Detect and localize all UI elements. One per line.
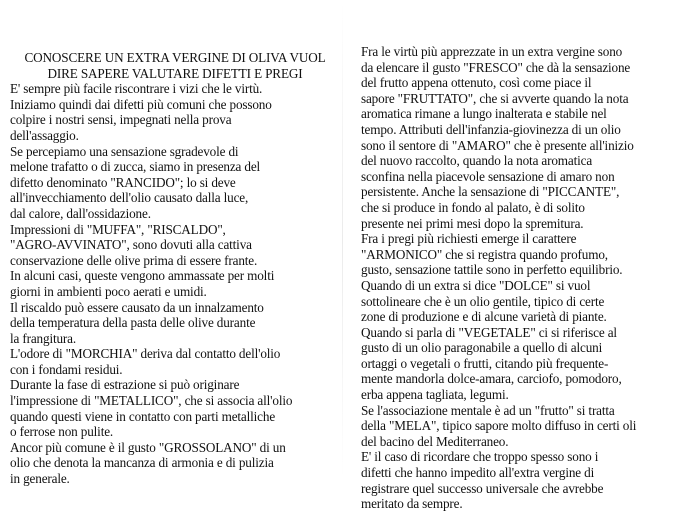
text-line: olio che denota la mancanza di armonia e di pulizia bbox=[10, 455, 274, 471]
text-line: la frangitura. bbox=[10, 330, 77, 346]
text-line: sono il sentore di "AMARO" che è presente all'inizio bbox=[361, 137, 634, 153]
text-line: presente nei primi mesi dopo la spremitura. bbox=[361, 215, 584, 231]
text-line: melone trafatto o di zucca, siamo in presenza del bbox=[10, 159, 261, 175]
page-fold bbox=[342, 0, 343, 480]
text-line: del nuovo raccolto, quando la nota aromatica bbox=[361, 153, 593, 169]
text-line: Fra i pregi più richiesti emerge il carattere bbox=[361, 231, 577, 247]
text-line: sottolineare che è un olio gentile, tipico di certe bbox=[361, 293, 605, 309]
text-line: difetto denominato "RANCIDO"; lo si deve bbox=[10, 174, 236, 190]
text-line: gusto di un olio paragonabile a quello di alcuni bbox=[361, 340, 603, 356]
text-line: quando questi viene in contatto con parti metalliche bbox=[10, 408, 276, 424]
text-line: conservazione delle olive prima di essere frante. bbox=[10, 252, 258, 268]
text-line: mente mandorla dolce-amara, carciofo, pomodoro, bbox=[361, 371, 622, 387]
text-line: gusto, sensazione tattile sono in perfetto equilibrio. bbox=[361, 262, 623, 278]
text-line: L'odore di "MORCHIA" deriva dal contatto dell'olio bbox=[10, 346, 281, 362]
text-line: "ARMONICO" che si registra quando profumo, bbox=[361, 246, 608, 262]
text-line: registrare quel successo universale che avrebbe bbox=[361, 480, 604, 496]
text-line: Se percepiamo una sensazione sgradevole di bbox=[10, 143, 239, 159]
right-column bbox=[361, 44, 661, 512]
text-line: Durante la fase di estrazione si può originare bbox=[10, 377, 240, 393]
text-line: colpire i nostri sensi, impegnati nella prova bbox=[10, 112, 232, 128]
text-line: della "MELA", tipico sapore molto diffuso in certi oli bbox=[361, 418, 637, 434]
left-text bbox=[10, 81, 340, 486]
text-line: Ancor più comune è il gusto "GROSSOLANO" di un bbox=[10, 439, 286, 455]
text-line: zone di produzione e di alcune varietà di piante. bbox=[361, 309, 607, 325]
text-line: E' il caso di ricordare che troppo spesso sono i bbox=[361, 449, 599, 465]
text-line: sapore "FRUTTATO", che si avverte quando la nota bbox=[361, 90, 629, 106]
text-line: o ferrose non pulite. bbox=[10, 424, 114, 440]
left-column bbox=[10, 50, 340, 487]
text-line: E' sempre più facile riscontrare i vizi che le virtù. bbox=[10, 81, 263, 97]
text-line: della temperatura della pasta delle olive durante bbox=[10, 315, 256, 331]
title-line: DIRE SAPERE VALUTARE DIFETTI E PREGI bbox=[47, 65, 303, 81]
text-line: Quando si parla di "VEGETALE" ci si riferisce al bbox=[361, 324, 617, 340]
text-line: erba appena tagliata, legumi. bbox=[361, 387, 509, 403]
text-line: Impressioni di "MUFFA", "RISCALDO", bbox=[10, 221, 226, 237]
text-line: aromatica rimane a lungo inalterata e stabile nel bbox=[361, 106, 607, 122]
text-line: difetti che hanno impedito all'extra vergine di bbox=[361, 465, 595, 481]
text-line: Fra le virtù più apprezzate in un extra vergine sono bbox=[361, 44, 623, 59]
text-line: in generale. bbox=[10, 471, 70, 487]
text-line: del frutto appena ottenuto, così come piace il bbox=[361, 75, 592, 91]
text-line: meritato da sempre. bbox=[361, 496, 463, 512]
text-line: sconfina nella piacevole sensazione di amaro non bbox=[361, 168, 615, 184]
text-line: dal calore, dall'ossidazione. bbox=[10, 205, 151, 221]
text-line: all'invecchiamento dell'olio causato dalla luce, bbox=[10, 190, 249, 206]
text-line: "AGRO-AVVINATO", sono dovuti alla cattiva bbox=[10, 237, 252, 253]
article-title bbox=[10, 50, 340, 81]
text-line: con i fondami residui. bbox=[10, 361, 123, 377]
title-line: CONOSCERE UN EXTRA VERGINE DI OLIVA VUOL bbox=[24, 50, 326, 65]
text-line: persistente. Anche la sensazione di "PICCANTE", bbox=[361, 184, 620, 200]
text-line: tempo. Attributi dell'infanzia-giovinezza di un olio bbox=[361, 121, 621, 137]
text-line: Iniziamo quindi dai difetti più comuni che possono bbox=[10, 96, 272, 112]
text-line: In alcuni casi, queste vengono ammassate per molti bbox=[10, 268, 275, 284]
right-text bbox=[361, 44, 661, 512]
text-line: che si produce in fondo al palato, è di solito bbox=[361, 199, 585, 215]
text-line: Quando di un extra si dice "DOLCE" si vuol bbox=[361, 277, 591, 293]
text-line: del bacino del Mediterraneo. bbox=[361, 433, 509, 449]
text-line: l'impressione di "METALLICO", che si associa all'olio bbox=[10, 393, 293, 409]
text-line: giorni in ambienti poco aerati e umidi. bbox=[10, 283, 207, 299]
text-line: Il riscaldo può essere causato da un innalzamento bbox=[10, 299, 264, 315]
text-line: dell'assaggio. bbox=[10, 127, 79, 143]
text-line: da elencare il gusto "FRESCO" che dà la sensazione bbox=[361, 59, 631, 75]
text-line: ortaggi o vegetali o frutti, citando più frequente- bbox=[361, 355, 609, 371]
text-line: Se l'associazione mentale è ad un "frutto" si tratta bbox=[361, 402, 615, 418]
